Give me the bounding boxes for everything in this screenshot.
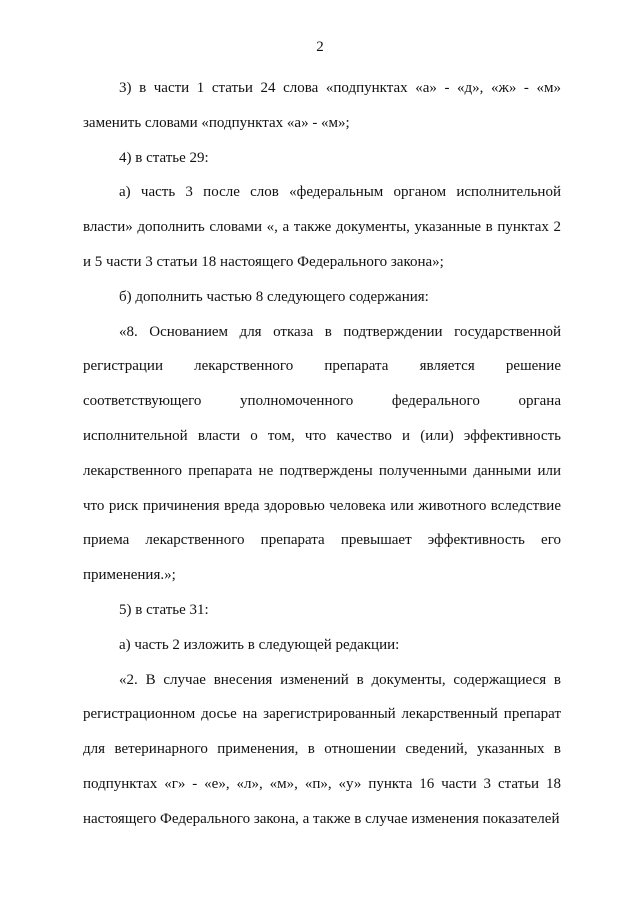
paragraph-article-29-part-3: а) часть 3 после слов «федеральным органом исполнительной власти» дополнить словами «, а также документы, указанные в пунктах 2 и 5 части 3 статьи 18 настоящего Федерального закона»; xyxy=(83,184,561,270)
paragraph-article-31-heading: 5) в статье 31: xyxy=(119,601,209,618)
document-body xyxy=(83,71,561,837)
paragraph-article-29-part-8-text: «8. Основанием для отказа в подтверждении государственной регистрации лекарственного препарата является решение соответствующего уполномоченного федерального органа исполнительной власти о том, что качество и (или) эффективность лекарственного препарата не подтверждены полученными данными или что риск причинения вреда здоровью человека или животного вследствие приема лекарственного препарата превышает эффективность его применения.»; xyxy=(83,323,561,584)
page-number: 2 xyxy=(316,39,324,55)
paragraph-article-29-heading: 4) в статье 29: xyxy=(119,149,209,166)
paragraph-article-29-part-8-intro: б) дополнить частью 8 следующего содержания: xyxy=(119,288,429,305)
paragraph-article-31-part-2-text: «2. В случае внесения изменений в документы, содержащиеся в регистрационном досье на зарегистрированный лекарственный препарат для ветеринарного применения, в отношении сведений, указанных в подпунктах «г» - «е», «л», «м», «п», «у» пункта 16 части 3 статьи 18 настоящего Федерального закона, а также в случае изменения показателей xyxy=(83,671,561,827)
paragraph-article-31-part-2-intro: а) часть 2 изложить в следующей редакции: xyxy=(119,636,400,653)
paragraph-article-24-amendment: 3) в части 1 статьи 24 слова «подпунктах «а» - «д», «ж» - «м» заменить словами «подпунктах «а» - «м»; xyxy=(83,80,561,131)
